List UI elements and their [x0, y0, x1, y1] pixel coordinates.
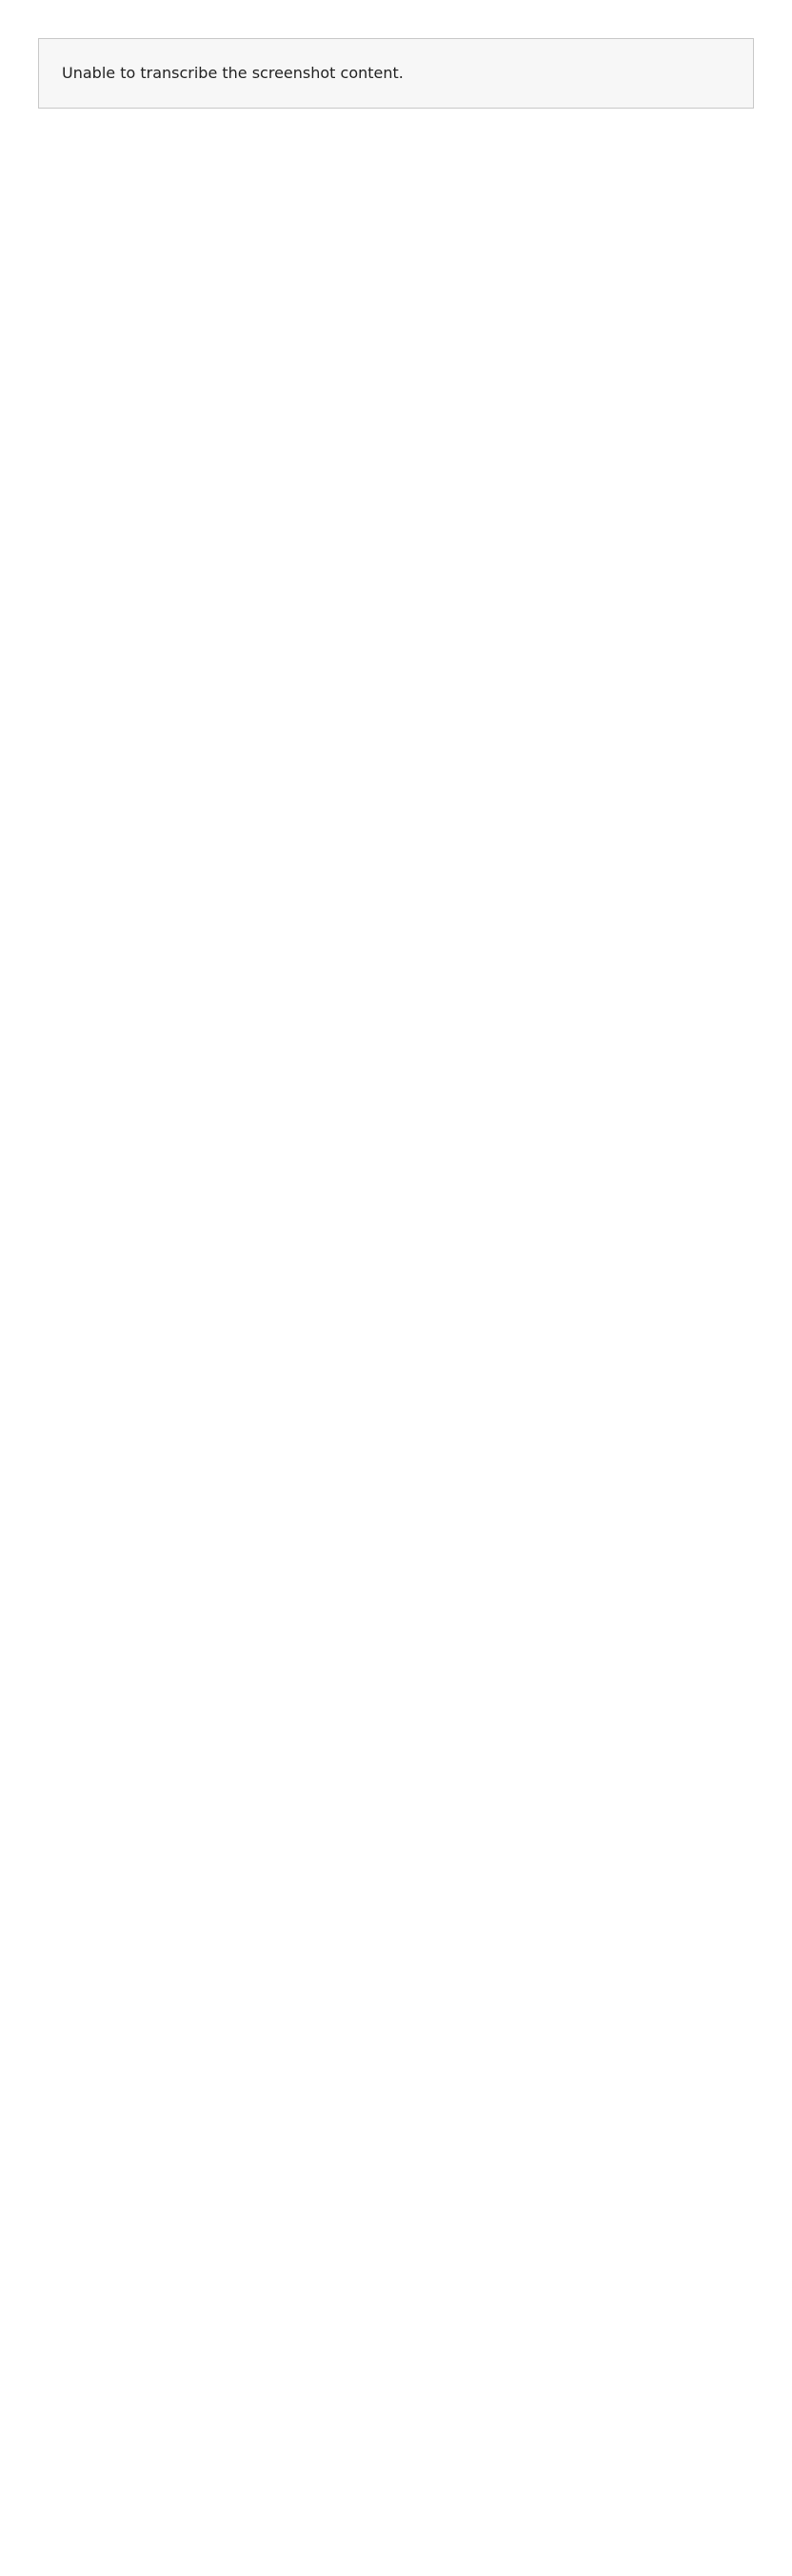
transcription-notice: Unable to transcribe the screenshot content. [38, 38, 754, 109]
